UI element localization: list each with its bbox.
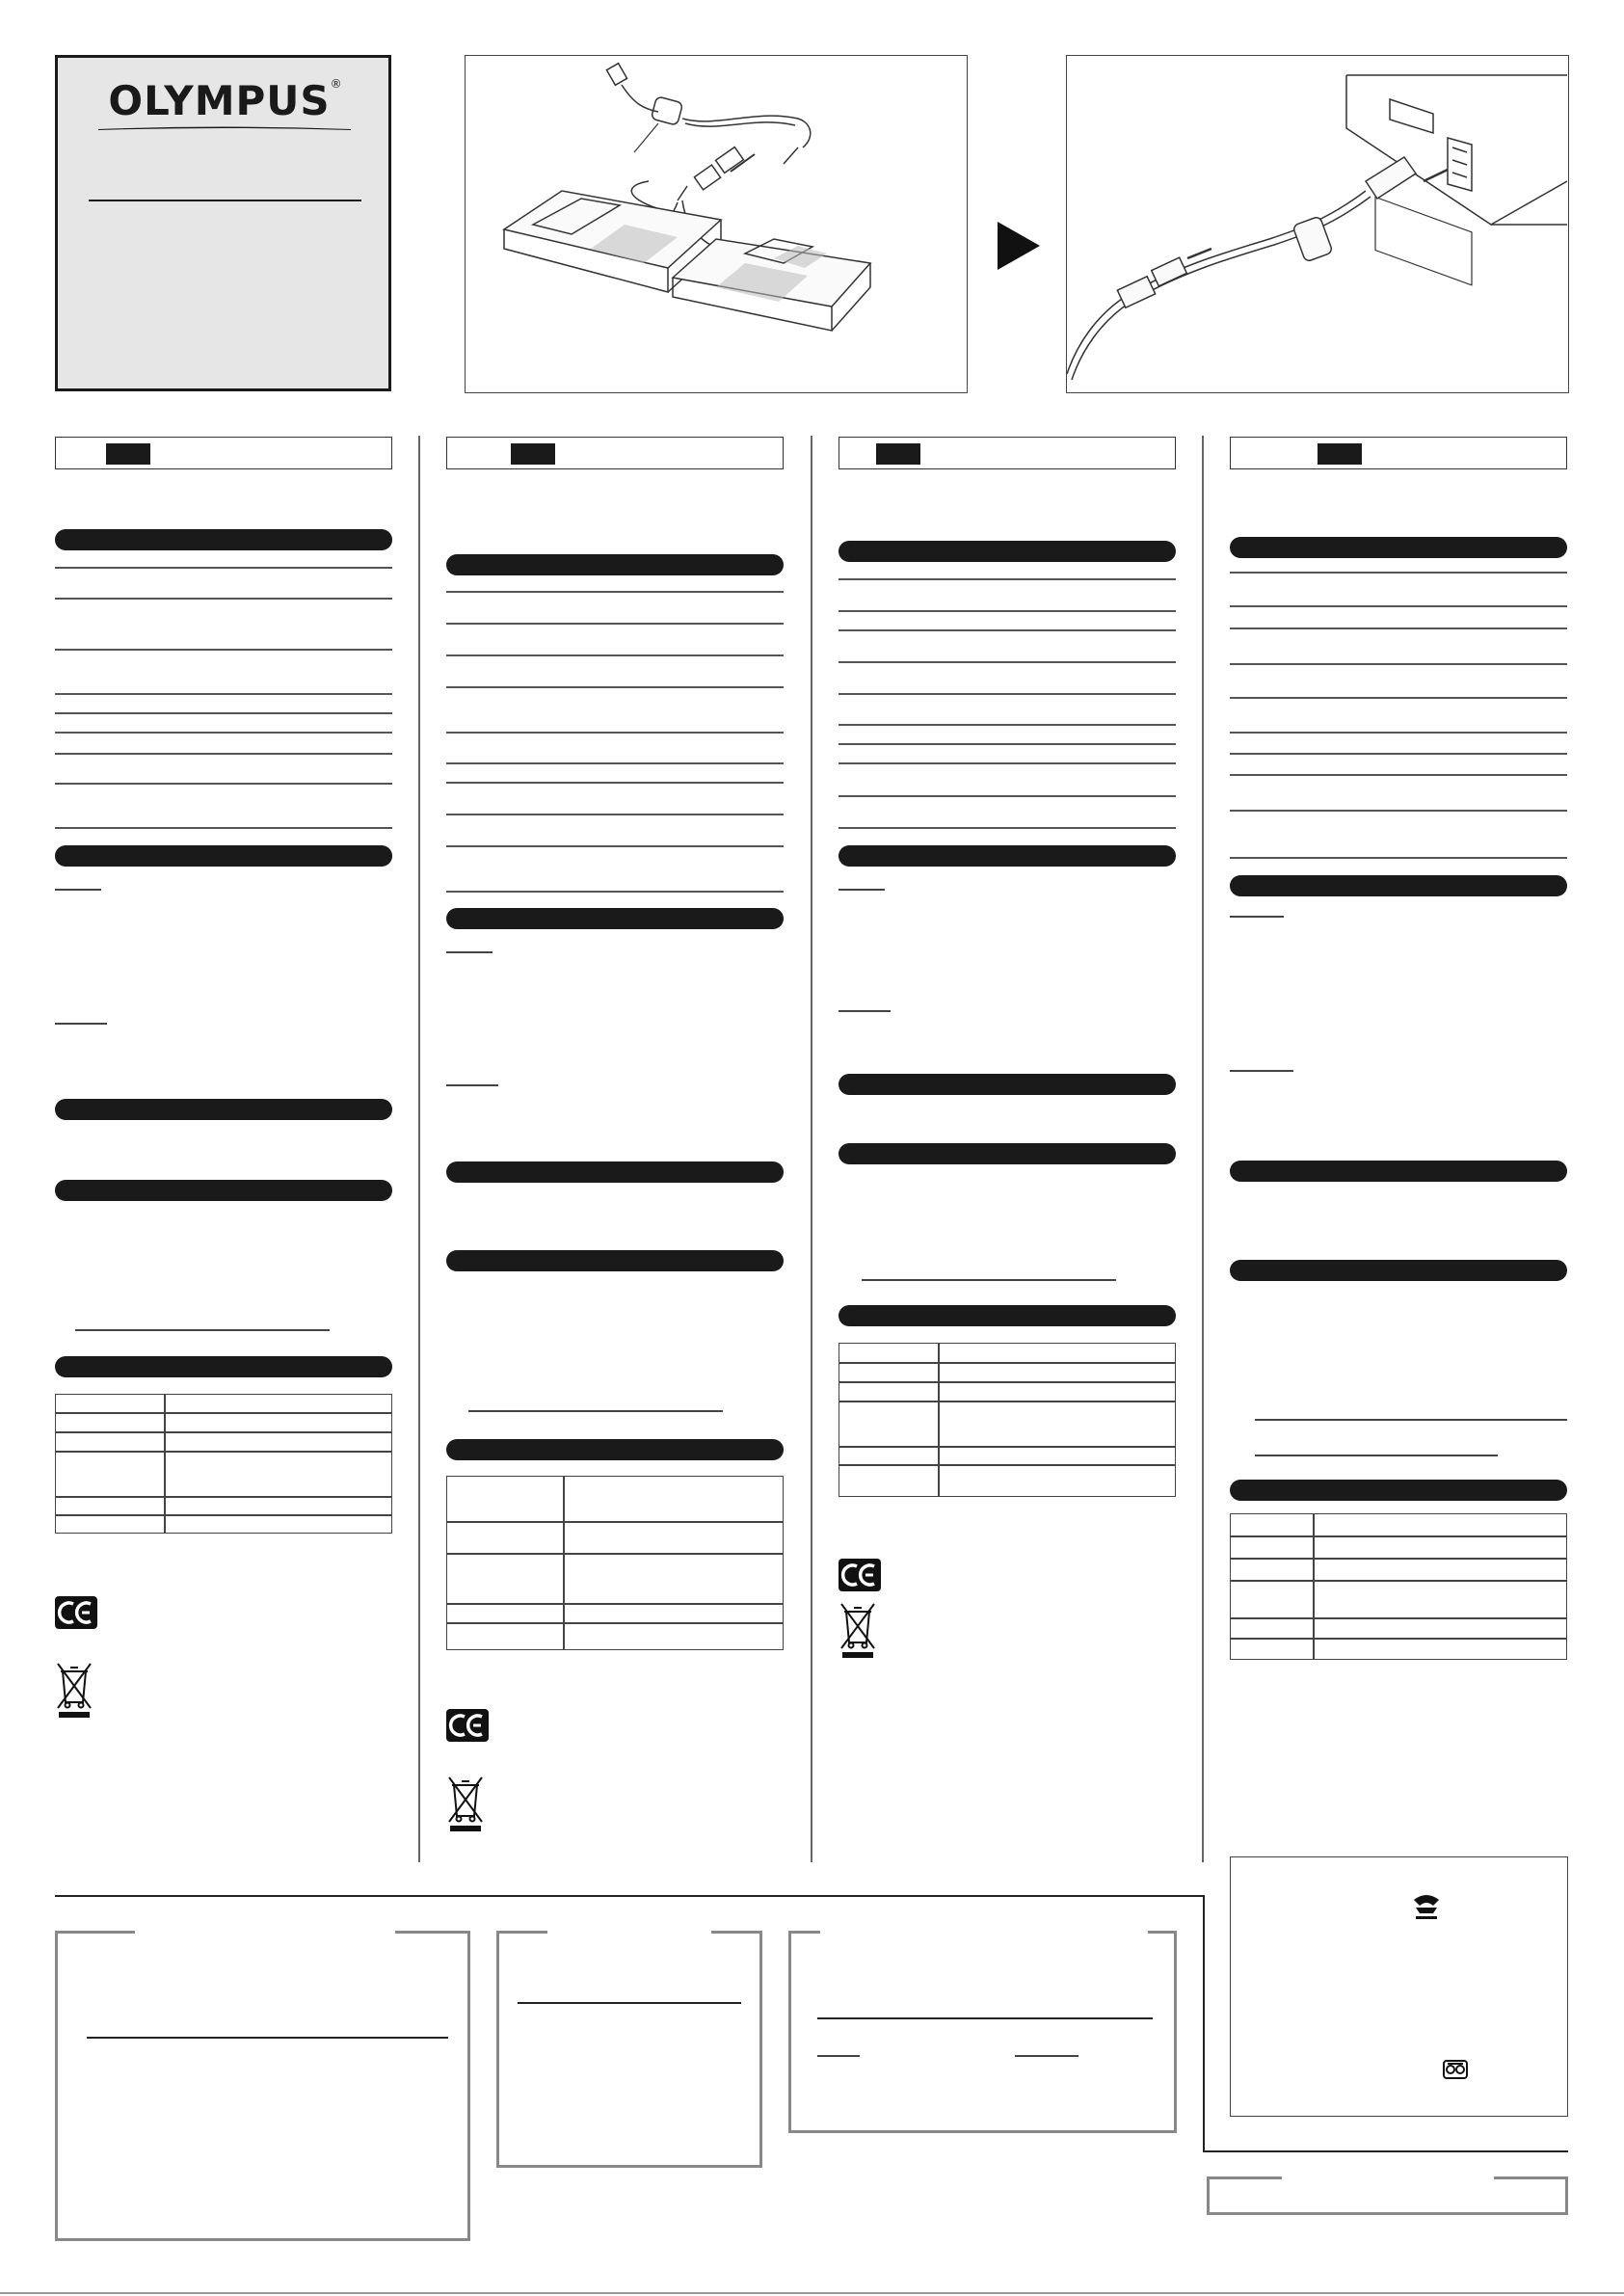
language-tab-col3 [839,437,1176,469]
row-rule [1230,605,1567,607]
row-rule [446,891,784,893]
subheading-underline [1230,1070,1293,1072]
olympus-logo: OLYMPUS® [108,77,343,124]
section-bar-connection [1230,875,1567,896]
specifications-table [446,1476,784,1650]
page-bottom-edge [0,2292,1624,2294]
row-rule [55,783,392,785]
link-underline [1255,1455,1498,1456]
footswitch-drawing [466,56,966,391]
section-bar-contents [55,529,392,550]
section-bar-care [1230,1161,1567,1182]
row-rule [55,712,392,714]
weee-bin-icon [55,1660,93,1720]
section-bar-contents [839,541,1176,562]
next-step-arrow-icon [998,222,1040,270]
warranty-frame-1 [55,1931,470,2241]
row-rule [446,782,784,784]
section-bar-care [839,1074,1176,1095]
column-divider-1 [418,436,420,1862]
ce-mark-icon [55,1596,97,1629]
row-rule [55,649,392,651]
illustration-footswitch-cable [465,55,968,393]
frame-field-rule [518,2002,741,2004]
weee-bin-icon [839,1600,877,1660]
section-bar-support [839,1143,1176,1164]
row-rule [446,591,784,593]
row-rule [839,661,1176,663]
warranty-frame-3 [788,1931,1177,2133]
language-tab-col1 [55,437,392,469]
row-rule [55,567,392,569]
section-bar-contents [1230,537,1567,558]
row-rule [1230,753,1567,755]
ce-mark-icon [446,1709,489,1742]
language-tab-col2 [446,437,784,469]
row-rule [55,598,392,600]
frame-field-rule [87,2037,448,2039]
subheading-underline [446,1084,498,1086]
ce-mark-icon [839,1559,881,1591]
cover-title-rule [89,200,361,201]
row-rule [1230,774,1567,776]
link-underline [468,1410,723,1412]
language-chip [106,443,150,465]
section-bar-care [446,1161,784,1183]
link-underline [75,1329,330,1331]
row-rule [839,743,1176,745]
language-chip [1318,443,1362,465]
language-chip [511,443,555,465]
row-rule [446,732,784,734]
subheading-underline [1230,916,1284,918]
specifications-table [839,1343,1176,1497]
subheading-underline [55,889,101,891]
row-rule [1230,627,1567,629]
bottom-section-vrule [1203,1895,1205,2151]
row-rule [446,845,784,847]
row-rule [839,827,1176,829]
row-rule [446,623,784,625]
subheading-underline [839,1010,891,1012]
pc-connection-drawing [1067,56,1567,391]
row-rule [839,610,1176,612]
row-rule [55,732,392,734]
section-bar-specifications [446,1439,784,1460]
subheading-underline [839,889,885,891]
row-rule [55,753,392,755]
row-rule [446,654,784,656]
bottom-right-rule [1203,2150,1568,2152]
section-bar-specifications [1230,1480,1567,1501]
row-rule [1230,663,1567,665]
column-divider-3 [1202,436,1204,1862]
language-chip [876,443,920,465]
row-rule [1230,697,1567,699]
frame-subfield-rule [817,2055,860,2057]
section-bar-support [446,1250,784,1271]
section-bar-specifications [839,1305,1176,1326]
row-rule [1230,857,1567,859]
row-rule [1230,732,1567,734]
cover-panel [55,55,391,391]
section-bar-specifications [55,1356,392,1377]
subheading-underline [55,1023,107,1025]
section-bar-connection [446,908,784,929]
row-rule [839,578,1176,580]
weee-bin-icon [446,1774,485,1833]
row-rule [55,827,392,829]
subheading-underline [446,951,493,953]
section-bar-connection [55,845,392,867]
row-rule [839,762,1176,764]
illustration-pc-connection [1066,55,1569,393]
notice-box [1230,1856,1568,2117]
link-underline [862,1279,1116,1281]
section-bar-support [55,1180,392,1201]
logo-swoosh [98,125,351,131]
specifications-table [55,1394,392,1534]
recycle-mark-icon [1410,1892,1443,1921]
language-tab-col4 [1230,437,1567,469]
row-rule [839,629,1176,631]
row-rule [839,724,1176,726]
frame-subfield-rule [1015,2055,1078,2057]
specifications-table [1230,1513,1567,1660]
frame-field-rule [817,2017,1153,2019]
cassette-tape-icon [1443,2060,1468,2079]
row-rule [446,686,784,688]
section-bar-support [1230,1260,1567,1281]
column-divider-2 [811,436,812,1862]
serial-frame [1207,2176,1568,2215]
section-bar-connection [839,845,1176,867]
row-rule [1230,572,1567,574]
warranty-frame-2 [496,1931,762,2168]
row-rule [839,693,1176,695]
link-underline [1255,1419,1567,1421]
row-rule [839,795,1176,797]
row-rule [446,814,784,815]
row-rule [55,693,392,695]
row-rule [1230,810,1567,812]
section-bar-care [55,1099,392,1120]
row-rule [446,762,784,764]
section-bar-contents [446,554,784,575]
bottom-section-rule [55,1895,1204,1897]
